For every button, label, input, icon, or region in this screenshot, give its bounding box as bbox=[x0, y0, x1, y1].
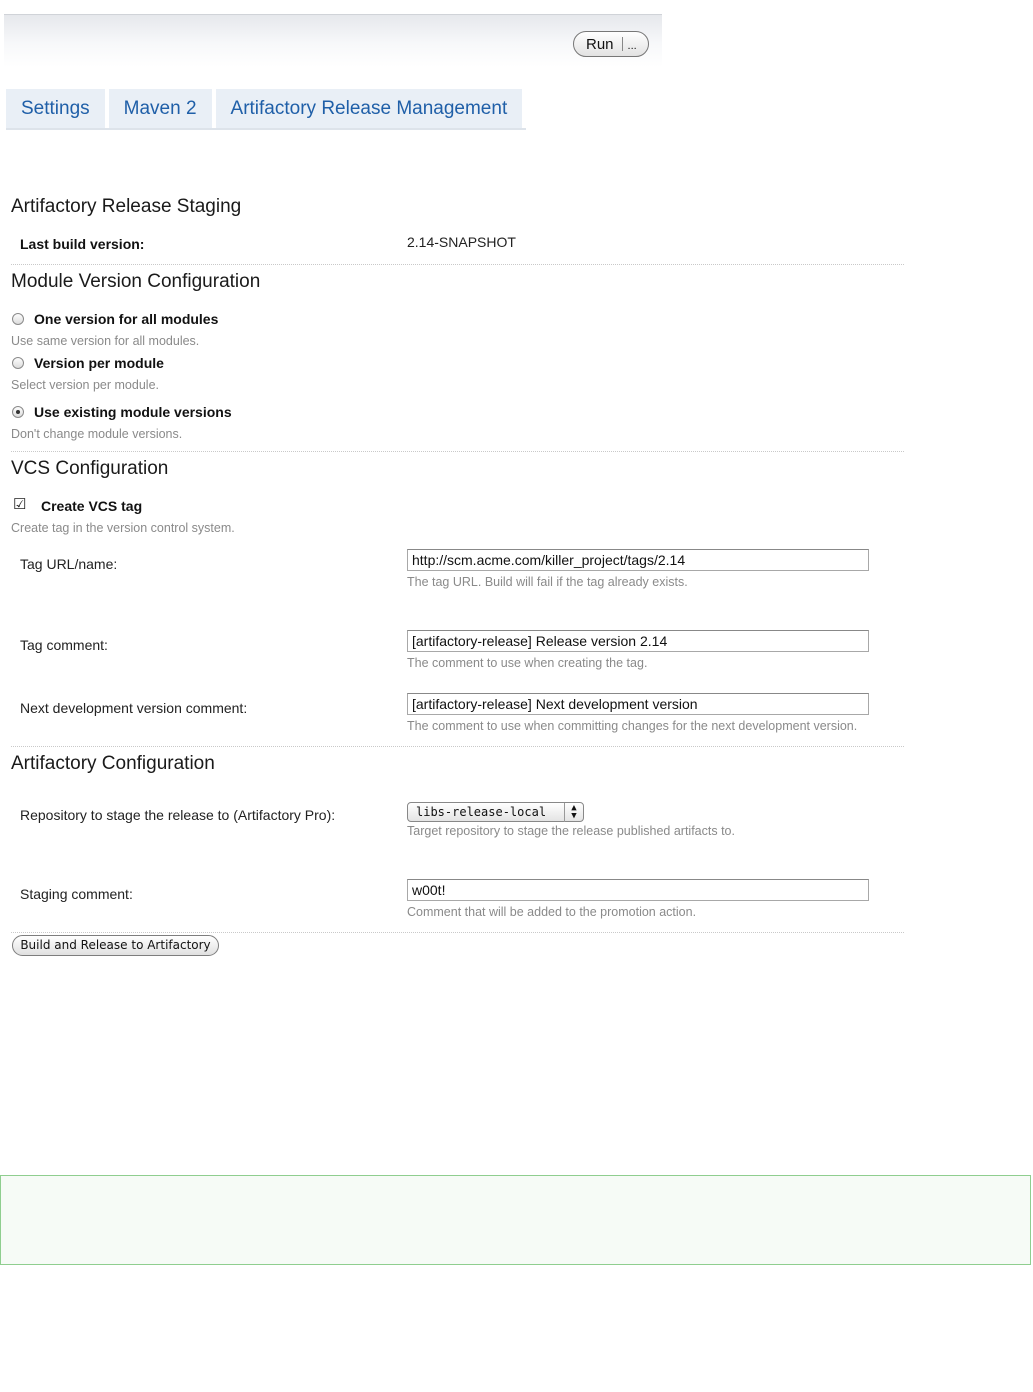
one-version-hint: Use same version for all modules. bbox=[11, 334, 200, 348]
repository-hint: Target repository to stage the release published artifacts to. bbox=[407, 824, 735, 838]
radio-one-version[interactable] bbox=[12, 313, 24, 325]
radio-use-existing-versions[interactable] bbox=[12, 406, 24, 418]
divider bbox=[11, 932, 904, 933]
run-button-separator bbox=[622, 37, 623, 51]
notice-box bbox=[0, 1175, 1031, 1265]
divider bbox=[11, 746, 904, 747]
divider bbox=[11, 451, 904, 452]
tab-maven-2[interactable]: Maven 2 bbox=[109, 89, 212, 128]
run-button-label: Run bbox=[586, 35, 614, 53]
top-toolbar bbox=[4, 14, 662, 67]
tab-settings[interactable]: Settings bbox=[6, 89, 105, 128]
staging-comment-hint: Comment that will be added to the promotion action. bbox=[407, 905, 697, 919]
one-version-label: One version for all modules bbox=[34, 311, 219, 327]
staging-comment-label: Staging comment: bbox=[20, 886, 133, 902]
tag-comment-label: Tag comment: bbox=[20, 637, 108, 653]
run-button[interactable] bbox=[573, 31, 649, 57]
next-dev-comment-label: Next development version comment: bbox=[20, 700, 248, 716]
create-vcs-tag-label: Create VCS tag bbox=[41, 498, 143, 514]
use-existing-versions-hint: Don't change module versions. bbox=[11, 427, 183, 441]
repository-select-value: libs-release-local bbox=[416, 805, 547, 819]
updown-arrows-icon: ▲ ▼ bbox=[564, 803, 583, 822]
repository-select[interactable] bbox=[407, 802, 584, 822]
tag-url-input[interactable] bbox=[407, 549, 869, 571]
run-more-button[interactable]: ... bbox=[627, 40, 637, 52]
tag-comment-input[interactable] bbox=[407, 630, 869, 652]
use-existing-versions-label: Use existing module versions bbox=[34, 404, 232, 420]
next-dev-comment-hint: The comment to use when committing changes for the next development version. bbox=[407, 719, 858, 733]
build-and-release-button[interactable]: Build and Release to Artifactory bbox=[12, 935, 219, 956]
create-vcs-tag-hint: Create tag in the version control system. bbox=[11, 521, 235, 535]
radio-version-per-module[interactable] bbox=[12, 357, 24, 369]
tab-bar bbox=[6, 89, 526, 130]
next-dev-comment-input[interactable] bbox=[407, 693, 869, 715]
staging-comment-input[interactable] bbox=[407, 879, 869, 901]
divider bbox=[11, 264, 904, 265]
tag-comment-hint: The comment to use when creating the tag. bbox=[407, 656, 648, 670]
release-staging-title: Artifactory Release Staging bbox=[11, 196, 242, 217]
module-config-title: Module Version Configuration bbox=[11, 271, 261, 292]
tab-artifactory-release-management[interactable]: Artifactory Release Management bbox=[216, 89, 523, 128]
create-vcs-tag-checkbox[interactable] bbox=[13, 498, 26, 512]
vcs-config-title: VCS Configuration bbox=[11, 458, 169, 479]
tag-url-label: Tag URL/name: bbox=[20, 556, 118, 572]
checkmark-icon: ☑ bbox=[13, 496, 27, 513]
version-per-module-hint: Select version per module. bbox=[11, 378, 159, 392]
version-per-module-label: Version per module bbox=[34, 355, 164, 371]
last-build-label: Last build version: bbox=[20, 236, 145, 252]
tag-url-hint: The tag URL. Build will fail if the tag already exists. bbox=[407, 575, 688, 589]
last-build-value: 2.14-SNAPSHOT bbox=[407, 234, 516, 250]
artifactory-config-title: Artifactory Configuration bbox=[11, 753, 215, 774]
repository-label: Repository to stage the release to (Artifactory Pro): bbox=[20, 807, 336, 823]
